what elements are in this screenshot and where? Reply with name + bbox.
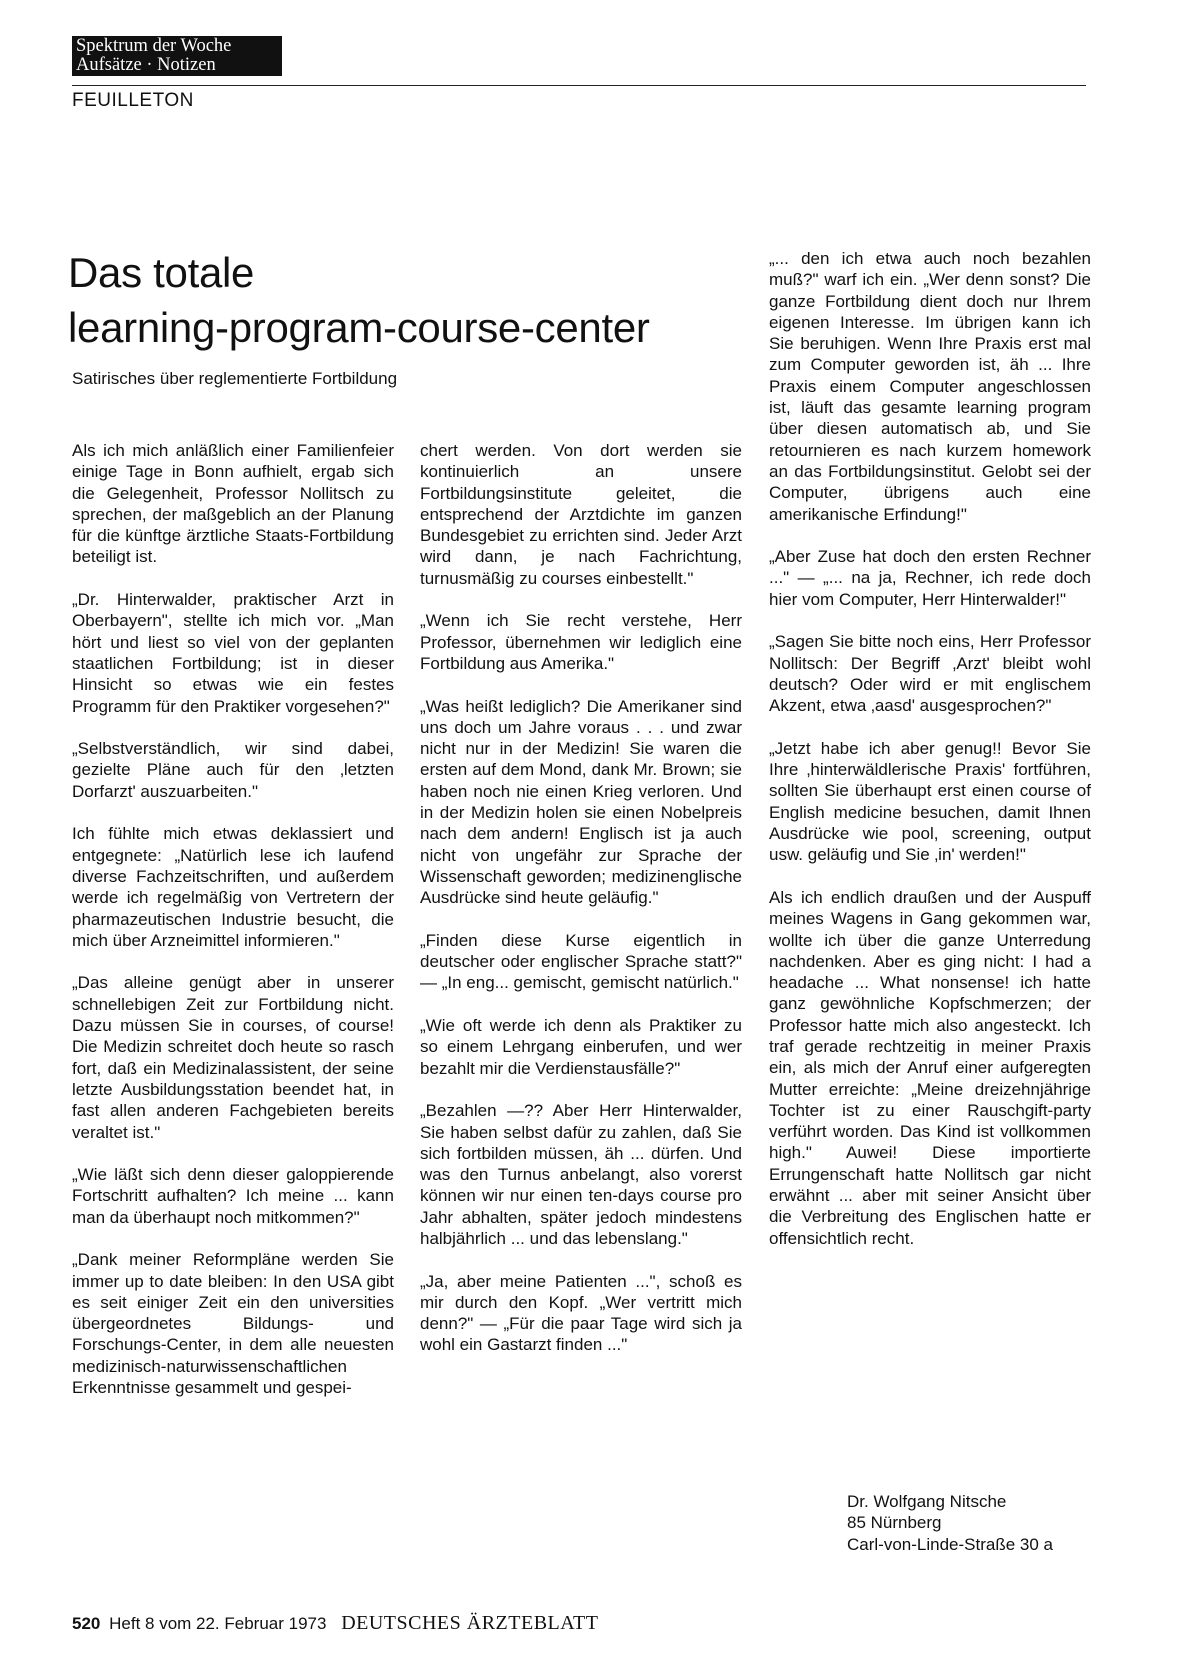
- issue-info: Heft 8 vom 22. Februar 1973: [109, 1614, 327, 1633]
- section-header-box: [72, 36, 282, 76]
- paragraph: „... den ich etwa auch noch bezahlen muß?" warf ich ein. „Wer denn sonst? Die ganze Fortbildung dient doch nur Ihrem eigenen Interesse. Im übrigen kann ich Sie beruhigen. Wenn Ihre Praxis erst mal zum Computer geworden ist, äh ... Ihre Praxis einem Computer angeschlossen ist, läuft das gesamte learning program über diesen automatisch ab, und Sie retournieren es nach kurzem homework an das Fortbildungsinstitut. Gelobt sei der Computer, übrigens auch eine amerikanische Erfindung!": [769, 249, 1091, 524]
- paragraph: Als ich mich anläßlich einer Familienfeier einige Tage in Bonn aufhielt, ergab sich die Gelegenheit, Professor Nollitsch zu sprechen, der maßgeblich an der Planung für die künftge ärztliche Staats-Fortbildung beteiligt ist.: [72, 441, 394, 567]
- paragraph: „Finden diese Kurse eigentlich in deutscher oder englischer Sprache statt?" — „In eng... gemischt, gemischt natürlich.": [420, 930, 742, 993]
- paragraph: „Selbstverständlich, wir sind dabei, gezielte Pläne auch für den ‚letzten Dorfarzt' auszuarbeiten.": [72, 739, 394, 801]
- title-line-2: learning-program-course-center: [68, 304, 650, 351]
- paragraph: „Bezahlen —?? Aber Herr Hinterwalder, Sie haben selbst dafür zu zahlen, daß Sie sich fortbilden müssen, äh ... dürfen. Und was den Turnus anbelangt, also vorerst können wir nur einen ten-days course pro Jahr abhalten, später jedoch mindestens halbjährlich ... und das lebenslang.": [420, 1101, 742, 1248]
- section-label: FEUILLETON: [72, 90, 194, 111]
- text-column-2: [420, 440, 742, 1356]
- paragraph: „Wie oft werde ich denn als Praktiker zu so einem Lehrgang einberufen, und wer bezahlt mir die Verdienstausfälle?": [420, 1016, 742, 1078]
- header-line-1: Spektrum der Woche: [76, 36, 232, 56]
- paragraph: „Dr. Hinterwalder, praktischer Arzt in Oberbayern", stellte ich mich vor. „Man hört und liest so viel von der geplanten staatlichen Fortbildung; ist in dieser Hinsicht so etwas wie ein festes Programm für den Praktiker vorgesehen?": [72, 590, 394, 716]
- paragraph: „Was heißt lediglich? Die Amerikaner sind uns doch um Jahre voraus . . . und zwar nicht nur in der Medizin! Sie waren die ersten auf dem Mond, dank Mr. Brown; sie haben noch nie einen Krieg verloren. Und in der Medizin holen sie einen Nobelpreis nach dem andern! Englisch ist ja auch nicht von ungefähr zur Sprache der Wissenschaft geworden; medizinenglische Ausdrücke sind heute geläufig.": [420, 696, 742, 908]
- text-column-1: [72, 440, 394, 1398]
- author-street: Carl-von-Linde-Straße 30 a: [847, 1534, 1053, 1554]
- paragraph: „Wie läßt sich denn dieser galoppierende Fortschritt aufhalten? Ich meine ... kann man da überhaupt noch mitkommen?": [72, 1165, 394, 1227]
- article-title: [68, 245, 748, 355]
- paragraph: „Das alleine genügt aber in unserer schnellebigen Zeit zur Fortbildung nicht. Dazu müssen Sie in courses, of course! Die Medizin schreitet doch heute so rasch fort, daß ein Medizinalassistent, der seine letzte Ausbildungsstation beendet hat, in fast allen anderen Fachgebieten bereits veraltet ist.": [72, 973, 394, 1142]
- paragraph: „Jetzt habe ich aber genug!! Bevor Sie Ihre ‚hinterwäldlerische Praxis' fortführen, sollten Sie überhaupt erst einen course of English medicine besuchen, damit Ihnen Ausdrücke wie pool, screening, output usw. geläufig und Sie ‚in' werden!": [769, 738, 1091, 865]
- author-city: 85 Nürnberg: [847, 1513, 942, 1533]
- page-number: 520: [72, 1614, 101, 1633]
- paragraph: Ich fühlte mich etwas deklassiert und entgegnete: „Natürlich lese ich laufend diverse Fachzeitschriften, und außerdem werde ich regelmäßig von Vertretern der pharmazeutischen Industrie besucht, die mich über Arzneimittel informieren.": [72, 824, 394, 950]
- title-line-1: Das totale: [68, 249, 255, 296]
- header-line-2: Aufsätze · Notizen: [76, 55, 216, 75]
- paragraph: „Dank meiner Reformpläne werden Sie immer up to date bleiben: In den USA gibt es seit einiger Zeit ein den universities übergeordnetes Bildungs- und Forschungs-Center, in dem alle neuesten medizinisch-naturwissenschaftlichen Erkenntnisse gesammelt und gespei-: [72, 1250, 394, 1398]
- article-subtitle: Satirisches über reglementierte Fortbildung: [72, 369, 398, 388]
- paragraph: Als ich endlich draußen und der Auspuff meines Wagens in Gang gekommen war, wollte ich über die ganze Unterredung nachdenken. Aber es ging nicht: I had a headache ... What nonsense! ich hatte ganz gewöhnliche Kopfschmerzen; der Professor hatte mich also angesteckt. Ich traf gerade rechtzeitig in meiner Praxis ein, als mich der Anruf einer aufgeregten Mutter erreichte: „Meine dreizehnjährige Tochter ist zu einer Rauschgift-party verführt worden. Das Kind ist vollkommen high." Auwei! Diese importierte Errungenschaft hatte Nollitsch gar nicht erwähnt ... aber mit seiner Ansicht über die Verbreitung des Englischen hatte er offensichtlich recht.: [769, 887, 1091, 1248]
- journal-name: DEUTSCHES ÄRZTEBLATT: [341, 1612, 599, 1634]
- author-name: Dr. Wolfgang Nitsche: [847, 1492, 1007, 1511]
- author-signature: [847, 1491, 1087, 1555]
- paragraph: „Wenn ich Sie recht verstehe, Herr Professor, übernehmen wir lediglich eine Fortbildung aus Amerika.": [420, 611, 742, 673]
- text-column-3: [769, 248, 1091, 1249]
- paragraph: „Sagen Sie bitte noch eins, Herr Professor Nollitsch: Der Begriff ‚Arzt' bleibt wohl deutsch? Oder wird er mit englischem Akzent, etwa ‚aasd' ausgesprochen?": [769, 632, 1091, 716]
- paragraph: „Aber Zuse hat doch den ersten Rechner ..." — „... na ja, Rechner, ich rede doch hier vom Computer, Herr Hinterwalder!": [769, 547, 1091, 609]
- header-rule: [72, 85, 1086, 86]
- paragraph: chert werden. Von dort werden sie kontinuierlich an unsere Fortbildungsinstitute geleitet, die entsprechend der Arztdichte im ganzen Bundesgebiet zu errichten sind. Jeder Arzt wird dann, je nach Fachrichtung, turnusmäßig zu courses einbestellt.": [420, 441, 742, 588]
- paragraph: „Ja, aber meine Patienten ...", schoß es mir durch den Kopf. „Wer vertritt mich denn?" — „Für die paar Tage wird sich ja wohl ein Gastarzt finden ...": [420, 1271, 742, 1355]
- page-footer: [72, 1612, 598, 1635]
